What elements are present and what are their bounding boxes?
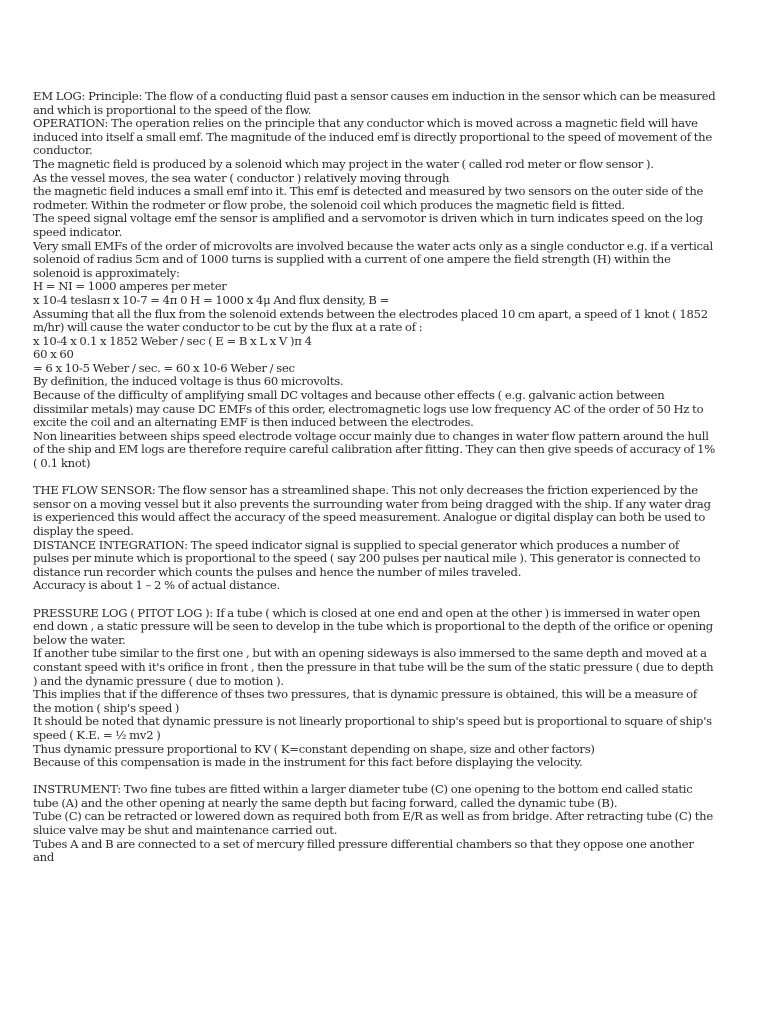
paragraph: Thus dynamic pressure proportional to KV ( K=constant depending on shape, size and other factors) <box>33 741 595 756</box>
paragraph: Very small EMFs of the order of microvolts are involved because the water acts only as a single conductor e.g. if a vertical solenoid of radius 5cm and of 1000 turns is supplied with a current of one ampere the field strength (H) within the solenoid is approximately: <box>33 238 713 280</box>
paragraph: INSTRUMENT: Two fine tubes are fitted within a larger diameter tube (C) one opening to the bottom end called static tube (A) and the other opening at nearly the same depth but facing forward, called the dynamic tube (B). <box>33 782 693 810</box>
paragraph: Assuming that all the flux from the solenoid extends between the electrodes placed 10 cm apart, a speed of 1 knot ( 1852 m/hr) will cause the water conductor to be cut by the flux at a rate of : <box>33 306 708 335</box>
paragraph: x 10-4 teslasπ x 10-7 = 4π 0 H = 1000 x 4μ And flux density, B = <box>33 292 390 307</box>
paragraph: THE FLOW SENSOR: The flow sensor has a streamlined shape. This not only decreases the friction experienced by the sensor on a moving vessel but it also prevents the surrounding water from being dragged with the ship. If any water drag is experienced this would affect the accuracy of the speed measurement. Analogue or digital display can both be used to display the speed. <box>33 483 711 538</box>
paragraph: Because of this compensation is made in the instrument for this fact before displaying the velocity. <box>33 755 583 770</box>
paragraph: 60 x 60 <box>33 347 74 362</box>
paragraph: H = NI = 1000 amperes per meter <box>33 279 227 294</box>
paragraph: The magnetic field is produced by a solenoid which may project in the water ( called rod meter or flow sensor ). <box>33 156 654 171</box>
document-body <box>33 90 717 865</box>
paragraph: If another tube similar to the first one , but with an opening sideways is also immersed to the same depth and moved at a constant speed with it's orifice in front , then the pressure in that tube will be the sum of the static pressure ( due to depth ) and the dynamic pressure ( due to motion ). <box>33 646 714 688</box>
paragraph: Accuracy is about 1 – 2 % of actual distance. <box>33 578 280 593</box>
paragraph: The speed signal voltage emf the sensor is amplified and a servomotor is driven which in turn indicates speed on the log speed indicator. <box>33 211 703 239</box>
paragraph: This implies that if the difference of thses two pressures, that is dynamic pressure is obtained, this will be a measure of the motion ( ship's speed ) <box>33 687 697 715</box>
paragraph: = 6 x 10-5 Weber / sec. = 60 x 10-6 Weber / sec <box>33 360 295 375</box>
paragraph: the magnetic field induces a small emf into it. This emf is detected and measured by two sensors on the outer side of the rodmeter. Within the rodmeter or flow probe, the solenoid coil which produces the magnetic field is fitted. <box>33 184 704 212</box>
paragraph: x 10-4 x 0.1 x 1852 Weber / sec ( E = B x L x V )π 4 <box>33 333 312 348</box>
paragraph: Tube (C) can be retracted or lowered down as required both from E/R as well as from bridge. After retracting tube (C) the sluice valve may be shut and maintenance carried out. <box>33 809 713 838</box>
paragraph: OPERATION: The operation relies on the principle that any conductor which is moved across a magnetic field will have induced into itself a small emf. The magnitude of the induced emf is directly proportional to the speed of movement of the conductor. <box>33 116 712 158</box>
paragraph: Tubes A and B are connected to a set of mercury filled pressure differential chambers so that they oppose one another and <box>33 836 694 865</box>
section-flow-sensor <box>33 484 717 593</box>
section-em-log <box>33 90 717 471</box>
paragraph: PRESSURE LOG ( PITOT LOG ): If a tube ( which is closed at one end and open at the other ) is immersed in water open end down , a static pressure will be seen to develop in the tube which is proportional to the depth of the orifice or opening below the water. <box>33 605 713 647</box>
section-pressure-log <box>33 607 717 770</box>
section-instrument <box>33 783 717 865</box>
paragraph: Because of the difficulty of amplifying small DC voltages and because other effects ( e.g. galvanic action between dissimilar metals) may cause DC EMFs of this order, electromagnetic logs use low frequency AC of the order of 50 Hz to excite the coil and an alternating EMF is then induced between the electrodes. <box>33 388 704 430</box>
paragraph: EM LOG: Principle: The flow of a conducting fluid past a sensor causes em induction in the sensor which can be measured and which is proportional to the speed of the flow. <box>33 89 716 117</box>
paragraph: As the vessel moves, the sea water ( conductor ) relatively moving through <box>33 170 450 185</box>
paragraph: It should be noted that dynamic pressure is not linearly proportional to ship's speed but is proportional to square of ship's speed ( K.E. = ½ mv2 ) <box>33 714 712 742</box>
paragraph: By definition, the induced voltage is thus 60 microvolts. <box>33 374 344 389</box>
paragraph: Non linearities between ships speed electrode voltage occur mainly due to changes in water flow pattern around the hull of the ship and EM logs are therefore require careful calibration after fitting. They can then give speeds of accuracy of 1% ( 0.1 knot) <box>33 428 716 471</box>
paragraph: DISTANCE INTEGRATION: The speed indicator signal is supplied to special generator which produces a number of pulses per minute which is proportional to the speed ( say 200 pulses per nautical mile ). This generator is connected to distance run recorder which counts the pulses and hence the number of miles traveled. <box>33 537 701 579</box>
